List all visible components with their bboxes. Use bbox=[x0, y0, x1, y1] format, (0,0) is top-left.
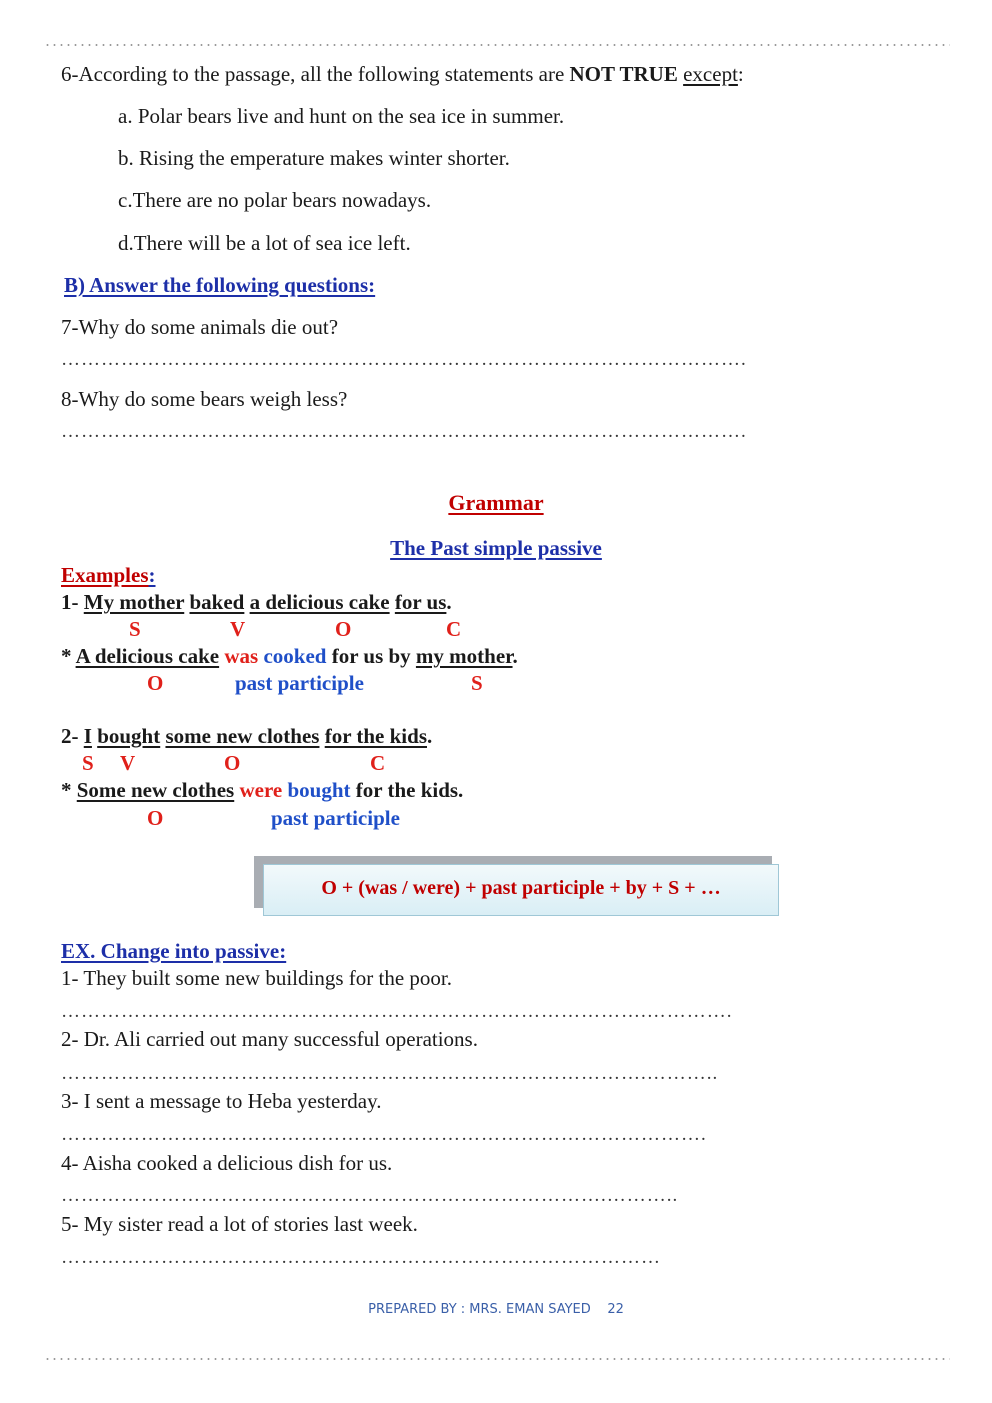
ex1-tag-s: S bbox=[129, 617, 141, 641]
question-6-emphasis: NOT TRUE bbox=[569, 62, 678, 86]
question-6-except: except bbox=[683, 62, 738, 86]
exercise-item-2: 2- Dr. Ali carried out many successful operations. bbox=[61, 1027, 478, 1051]
ex2-tag-o: O bbox=[224, 751, 241, 775]
ex2-complement: for the kids bbox=[324, 724, 427, 748]
exercise-line-2[interactable]: …………………………………………………………………………….……….. bbox=[61, 1063, 719, 1084]
question-8: 8-Why do some bears weigh less? bbox=[61, 387, 348, 411]
page-footer bbox=[0, 1302, 992, 1317]
ex1-object: a delicious cake bbox=[249, 590, 390, 614]
exercise-item-1: 1- They built some new buildings for the poor. bbox=[61, 966, 452, 990]
exercise-line-5[interactable]: ……………………………………………………………………………… bbox=[61, 1247, 661, 1268]
ex1p-pp: cooked bbox=[263, 644, 327, 668]
exercise-line-1[interactable]: …………………………………………………………………………….…………. bbox=[61, 1001, 733, 1022]
ex1p-object: A delicious cake bbox=[75, 644, 220, 668]
ex1-tag-c: C bbox=[446, 617, 462, 641]
ex1p-tag-s: S bbox=[471, 671, 483, 695]
ex2-tag-v: V bbox=[120, 751, 136, 775]
answer-line-8[interactable]: …………………………………………………………………………………………. bbox=[61, 421, 747, 442]
ex2p-tag-o: O bbox=[147, 806, 164, 830]
example-2-passive: * Some new clothes were bought for the kids. bbox=[61, 778, 464, 802]
question-6: 6-According to the passage, all the following statements are NOT TRUE except: bbox=[61, 62, 744, 86]
page-border-top bbox=[44, 42, 950, 48]
ex1p-aux: was bbox=[224, 644, 259, 668]
answer-line-7[interactable]: …………………………………………………………………………………………. bbox=[61, 349, 747, 370]
option-c[interactable]: c.There are no polar bears nowadays. bbox=[118, 188, 432, 212]
example-1-passive: * A delicious cake was cooked for us by my mother. bbox=[61, 644, 518, 668]
exercise-line-3[interactable]: ……………………………………………………………………………………. bbox=[61, 1124, 707, 1145]
passive-formula: O + (was / were) + past participle + by + S + … bbox=[321, 877, 721, 899]
example-2-active: 2- I bought some new clothes for the kids. bbox=[61, 724, 433, 748]
option-d[interactable]: d.There will be a lot of sea ice left. bbox=[118, 231, 411, 255]
ex1p-tag-pp: past participle bbox=[235, 671, 364, 695]
ex2-object: some new clothes bbox=[165, 724, 320, 748]
page-border-bottom bbox=[44, 1356, 950, 1362]
ex2-tag-s: S bbox=[82, 751, 94, 775]
option-a[interactable]: a. Polar bears live and hunt on the sea ice in summer. bbox=[118, 104, 565, 128]
section-b-heading: B) Answer the following questions: bbox=[64, 273, 376, 297]
formula-box bbox=[263, 864, 779, 916]
ex2-subject: I bbox=[83, 724, 92, 748]
ex2p-tag-pp: past participle bbox=[271, 806, 400, 830]
exercise-title: EX. Change into passive: bbox=[61, 939, 287, 963]
option-b[interactable]: b. Rising the emperature makes winter shorter. bbox=[118, 146, 510, 170]
ex2p-object: Some new clothes bbox=[76, 778, 235, 802]
exercise-line-4[interactable]: ……………………………………………………………………….……….. bbox=[61, 1185, 679, 1206]
ex2p-pp: bought bbox=[287, 778, 351, 802]
page-number: 22 bbox=[607, 1302, 624, 1317]
ex2-tag-c: C bbox=[370, 751, 386, 775]
exercise-item-5: 5- My sister read a lot of stories last week. bbox=[61, 1212, 418, 1236]
ex1-complement: for us bbox=[394, 590, 447, 614]
prepared-by: PREPARED BY : MRS. EMAN SAYED bbox=[368, 1302, 591, 1317]
question-7: 7-Why do some animals die out? bbox=[61, 315, 339, 339]
ex1-verb: baked bbox=[189, 590, 245, 614]
example-1-active: 1- My mother baked a delicious cake for us. bbox=[61, 590, 452, 614]
exercise-item-3: 3- I sent a message to Heba yesterday. bbox=[61, 1089, 382, 1113]
ex1p-agent: my mother bbox=[415, 644, 513, 668]
ex1-tag-o: O bbox=[335, 617, 352, 641]
ex1p-tag-o: O bbox=[147, 671, 164, 695]
ex2-verb: bought bbox=[97, 724, 161, 748]
ex1-subject: My mother bbox=[83, 590, 185, 614]
grammar-title: Grammar bbox=[448, 490, 544, 515]
grammar-subtitle: The Past simple passive bbox=[390, 536, 602, 560]
exercise-item-4: 4- Aisha cooked a delicious dish for us. bbox=[61, 1151, 393, 1175]
question-6-text: 6-According to the passage, all the following statements are bbox=[61, 62, 570, 86]
examples-label: Examples: bbox=[61, 563, 156, 587]
ex1-tag-v: V bbox=[230, 617, 246, 641]
ex2p-aux: were bbox=[239, 778, 283, 802]
